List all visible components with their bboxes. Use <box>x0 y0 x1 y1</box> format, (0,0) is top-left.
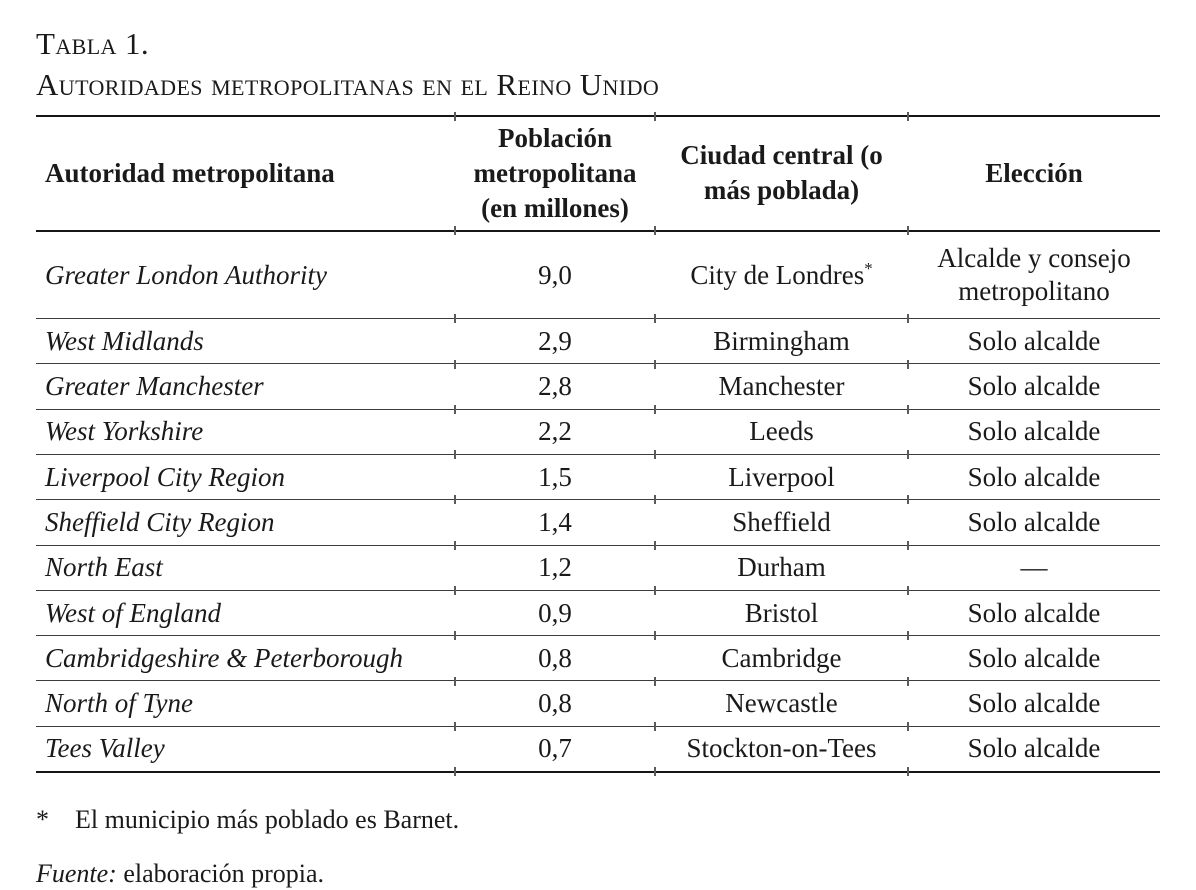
authority-cell: Tees Valley <box>45 733 165 764</box>
population-cell: 0,7 <box>455 727 655 771</box>
city-cell: Bristol <box>655 591 908 635</box>
authority-cell: Greater Manchester <box>45 371 264 402</box>
election-cell: Solo alcalde <box>908 410 1160 454</box>
city-cell: Newcastle <box>655 681 908 725</box>
header-population: Población metropolitana (en millones) <box>455 117 655 230</box>
city-cell: Durham <box>655 546 908 590</box>
footnote-text: El municipio más poblado es Barnet. <box>75 805 460 835</box>
authority-cell: West Yorkshire <box>45 416 204 447</box>
header-election: Elección <box>908 117 1160 230</box>
authority-cell: Sheffield City Region <box>45 506 275 537</box>
header-authority: Autoridad metropolitana <box>45 157 335 188</box>
city-cell: Liverpool <box>655 455 908 499</box>
election-cell: Solo alcalde <box>908 500 1160 544</box>
population-cell: 0,9 <box>455 591 655 635</box>
city-cell: Leeds <box>655 410 908 454</box>
table-row <box>36 232 1160 319</box>
table-header-row <box>36 117 1160 232</box>
authority-cell: North of Tyne <box>45 688 193 719</box>
table-row <box>36 319 1160 364</box>
election-cell: Solo alcalde <box>908 319 1160 363</box>
table-footnote <box>36 805 1160 835</box>
election-cell: Solo alcalde <box>908 681 1160 725</box>
election-cell: Solo alcalde <box>908 455 1160 499</box>
table-row <box>36 727 1160 773</box>
authority-cell: North East <box>45 552 163 583</box>
city-name: City de Londres* <box>690 258 873 290</box>
city-cell <box>655 232 908 318</box>
authority-cell: West Midlands <box>45 325 204 356</box>
election-cell: Solo alcalde <box>908 591 1160 635</box>
table-row <box>36 681 1160 726</box>
table-row <box>36 455 1160 500</box>
city-cell: Birmingham <box>655 319 908 363</box>
table-caption-title: Autoridades metropolitanas en el Reino Unido <box>36 66 660 102</box>
population-cell: 0,8 <box>455 636 655 680</box>
authority-cell: Liverpool City Region <box>45 461 285 492</box>
election-cell: Solo alcalde <box>908 636 1160 680</box>
population-cell: 9,0 <box>455 232 655 318</box>
election-cell: Alcalde y consejo metropolitano <box>908 232 1160 318</box>
election-cell: Solo alcalde <box>908 727 1160 771</box>
city-cell: Cambridge <box>655 636 908 680</box>
table-row <box>36 636 1160 681</box>
population-cell: 1,5 <box>455 455 655 499</box>
election-cell: — <box>908 546 1160 590</box>
table-row <box>36 500 1160 545</box>
table-caption-label: Tabla 1. <box>36 26 150 61</box>
source-text: elaboración propia. <box>123 859 325 889</box>
city-cell: Sheffield <box>655 500 908 544</box>
source-label: Fuente: <box>36 859 117 889</box>
population-cell: 2,8 <box>455 364 655 408</box>
city-cell: Manchester <box>655 364 908 408</box>
source-line <box>36 859 1160 889</box>
population-cell: 2,2 <box>455 410 655 454</box>
population-cell: 1,2 <box>455 546 655 590</box>
election-cell: Solo alcalde <box>908 364 1160 408</box>
table-row <box>36 591 1160 636</box>
population-cell: 1,4 <box>455 500 655 544</box>
city-cell: Stockton-on-Tees <box>655 727 908 771</box>
table-row <box>36 364 1160 409</box>
authority-cell: Cambridgeshire & Peterborough <box>45 642 403 673</box>
footnote-marker: * <box>36 805 49 835</box>
population-cell: 0,8 <box>455 681 655 725</box>
authority-cell: Greater London Authority <box>45 259 327 290</box>
population-cell: 2,9 <box>455 319 655 363</box>
table-row <box>36 410 1160 455</box>
footnote-asterisk-marker: * <box>864 258 873 278</box>
metropolitan-authorities-table <box>36 115 1160 773</box>
authority-cell: West of England <box>45 597 222 628</box>
table-row <box>36 546 1160 591</box>
header-central-city: Ciudad central (o más poblada) <box>655 117 908 230</box>
